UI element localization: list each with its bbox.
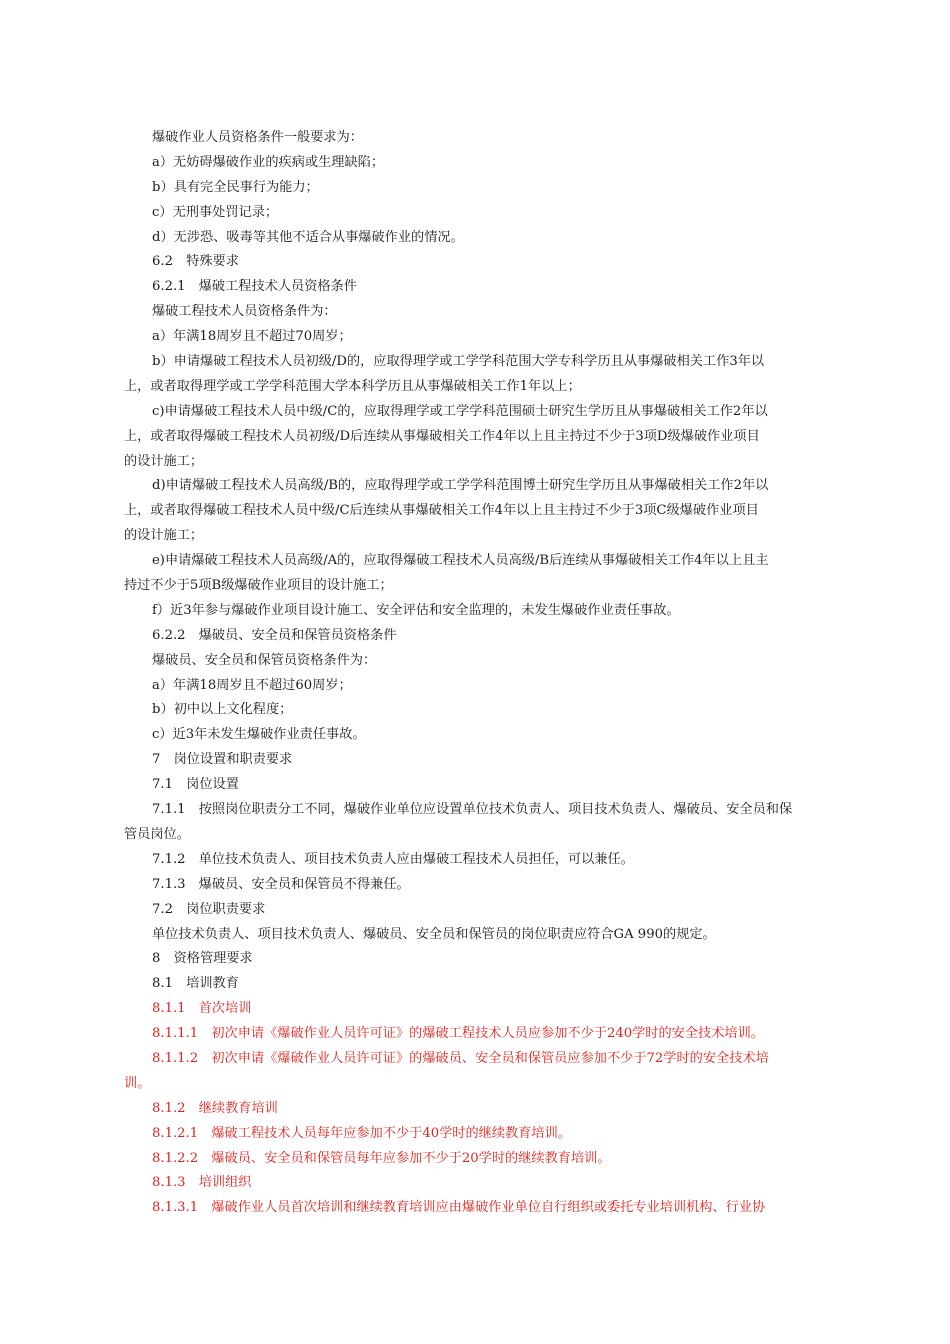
highlighted-text-line: 8.1.1.1 初次申请《爆破作业人员许可证》的爆破工程技术人员应参加不少于240学时的安全技术培训。: [152, 1026, 764, 1042]
text-line: 7.2 岗位职责要求: [152, 901, 266, 917]
highlighted-text-line: 8.1.2 继续教育培训: [152, 1100, 278, 1116]
highlighted-text-line: 8.1.2.2 爆破员、安全员和保管员每年应参加不少于20学时的继续教育培训。: [152, 1150, 611, 1166]
text-line: c）近3年未发生爆破作业责任事故。: [152, 727, 366, 743]
text-line: b）具有完全民事行为能力；: [152, 179, 319, 195]
highlighted-text-line: 训。: [124, 1075, 151, 1091]
text-line: f）近3年参与爆破作业项目设计施工、安全评估和安全监理的，未发生爆破作业责任事故。: [152, 602, 680, 618]
text-line: 7.1 岗位设置: [152, 777, 239, 793]
text-line: 爆破员、安全员和保管员资格条件为：: [152, 652, 377, 668]
text-line: e)申请爆破工程技术人员高级/A的，应取得爆破工程技术人员高级/B后连续从事爆破相关工作4年以上且主: [152, 553, 769, 569]
text-line: 7.1.1 按照岗位职责分工不同，爆破作业单位应设置单位技术负责人、项目技术负责人、爆破员、安全员和保: [152, 802, 793, 818]
text-line: 8.1 培训教育: [152, 976, 239, 992]
text-line: b）申请爆破工程技术人员初级/D的，应取得理学或工学学科范围大学专科学历且从事爆破相关工作3年以: [152, 354, 765, 370]
text-line: c）无刑事处罚记录；: [152, 204, 279, 220]
text-line: 上，或者取得爆破工程技术人员初级/D后连续从事爆破相关工作4年以上且主持过不少于3项D级爆破作业项目: [124, 428, 760, 444]
text-line: 爆破工程技术人员资格条件为：: [152, 304, 337, 320]
text-line: b）初中以上文化程度；: [152, 702, 293, 718]
text-line: 的设计施工；: [124, 453, 204, 469]
text-line: 上，或者取得爆破工程技术人员中级/C后连续从事爆破相关工作4年以上且主持过不少于3项C级爆破作业项目: [124, 503, 759, 519]
text-line: 8 资格管理要求: [152, 951, 253, 967]
text-line: 持过不少于5项B级爆破作业项目的设计施工；: [124, 578, 393, 594]
text-line: 6.2.2 爆破员、安全员和保管员资格条件: [152, 627, 397, 643]
text-line: 爆破作业人员资格条件一般要求为：: [152, 130, 363, 145]
highlighted-text-line: 8.1.3.1 爆破作业人员首次培训和继续教育培训应由爆破作业单位自行组织或委托专业培训机构、行业协: [152, 1200, 766, 1216]
highlighted-text-line: 8.1.3 培训组织: [152, 1175, 252, 1191]
text-line: c)申请爆破工程技术人员中级/C的，应取得理学或工学学科范围硕士研究生学历且从事爆破相关工作2年以: [152, 403, 768, 419]
text-line: a）年满18周岁且不超过60周岁；: [152, 677, 352, 693]
text-line: 6.2 特殊要求: [152, 254, 239, 270]
text-line: a）无妨碍爆破作业的疾病或生理缺陷；: [152, 154, 385, 170]
text-line: d)申请爆破工程技术人员高级/B的，应取得理学或工学学科范围博士研究生学历且从事爆破相关工作2年以: [152, 478, 769, 494]
text-line: 管员岗位。: [124, 826, 190, 842]
text-line: 的设计施工；: [124, 528, 204, 544]
text-line: 6.2.1 爆破工程技术人员资格条件: [152, 279, 357, 295]
text-line: a）年满18周岁且不超过70周岁；: [152, 329, 352, 345]
text-line: 7.1.3 爆破员、安全员和保管员不得兼任。: [152, 876, 410, 892]
text-line: 7.1.2 单位技术负责人、项目技术负责人应由爆破工程技术人员担任，可以兼任。: [152, 851, 634, 867]
highlighted-text-line: 8.1.2.1 爆破工程技术人员每年应参加不少于40学时的继续教育培训。: [152, 1125, 571, 1141]
text-line: d）无涉恐、吸毒等其他不适合从事爆破作业的情况。: [152, 229, 464, 245]
text-line: 上，或者取得理学或工学学科范围大学本科学历且从事爆破相关工作1年以上；: [124, 378, 581, 394]
highlighted-text-line: 8.1.1 首次培训: [152, 1001, 252, 1017]
document-body: [124, 126, 830, 1221]
text-line: 单位技术负责人、项目技术负责人、爆破员、安全员和保管员的岗位职责应符合GA 990的规定。: [152, 926, 716, 942]
text-line: 7 岗位设置和职责要求: [152, 752, 293, 768]
highlighted-text-line: 8.1.1.2 初次申请《爆破作业人员许可证》的爆破员、安全员和保管员应参加不少于72学时的安全技术培: [152, 1050, 769, 1066]
